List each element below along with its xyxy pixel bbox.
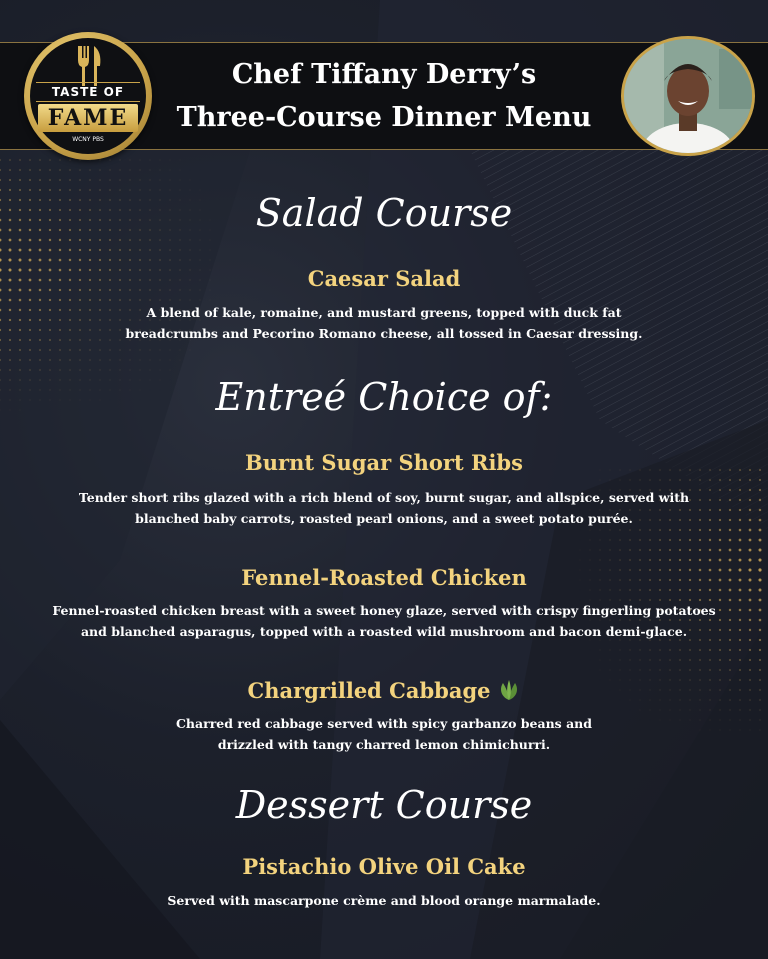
description-line: Charred red cabbage served with spicy garbanzo beans and: [175, 716, 592, 731]
chef-portrait: [621, 36, 755, 156]
description-line: breadcrumbs and Pecorino Romano cheese, all tossed in Caesar dressing.: [125, 326, 643, 341]
entree-heading: Entreé Choice of:: [215, 375, 553, 419]
dish-pistachio-olive-oil-cake: Pistachio Olive Oil Cake: [242, 854, 526, 879]
chicken-description: [20, 600, 748, 642]
dish-burnt-sugar-short-ribs: Burnt Sugar Short Ribs: [245, 450, 523, 475]
description-line: Fennel-roasted chicken breast with a sweet honey glaze, served with crispy fingerling potatoes: [52, 603, 716, 618]
leaf-icon: [497, 679, 521, 701]
description-line: A blend of kale, romaine, and mustard greens, topped with duck fat: [146, 305, 622, 320]
salad-course-heading: Salad Course: [255, 191, 513, 235]
short-ribs-description: [20, 487, 748, 529]
logo-network: WCNY PBS: [72, 136, 104, 143]
caesar-salad-description: [20, 302, 748, 344]
dessert-course-heading: Dessert Course: [235, 783, 533, 827]
taste-of-fame-logo: [24, 32, 152, 160]
dish-name: Chargrilled Cabbage: [247, 678, 491, 703]
dish-chargrilled-cabbage: [0, 677, 768, 705]
dish-caesar-salad: Caesar Salad: [307, 266, 461, 291]
description-line: and blanched asparagus, topped with a roasted wild mushroom and bacon demi-glace.: [80, 624, 688, 639]
cabbage-description: [20, 713, 748, 755]
logo-taste-of: TASTE OF: [36, 82, 140, 102]
logo-fame: FAME: [38, 104, 138, 132]
menu-title-line1: Chef Tiffany Derry’s: [231, 59, 537, 90]
description-line: Tender short ribs glazed with a rich blend of soy, burnt sugar, and allspice, served with: [78, 490, 690, 505]
menu-title-line2: Three-Course Dinner Menu: [176, 102, 592, 133]
description-line: drizzled with tangy charred lemon chimichurri.: [217, 737, 551, 752]
dish-fennel-roasted-chicken: Fennel-Roasted Chicken: [241, 565, 527, 590]
description-line: Served with mascarpone crème and blood orange marmalade.: [167, 893, 601, 908]
description-line: blanched baby carrots, roasted pearl onions, and a sweet potato purée.: [135, 511, 633, 526]
cake-description: [20, 890, 748, 911]
